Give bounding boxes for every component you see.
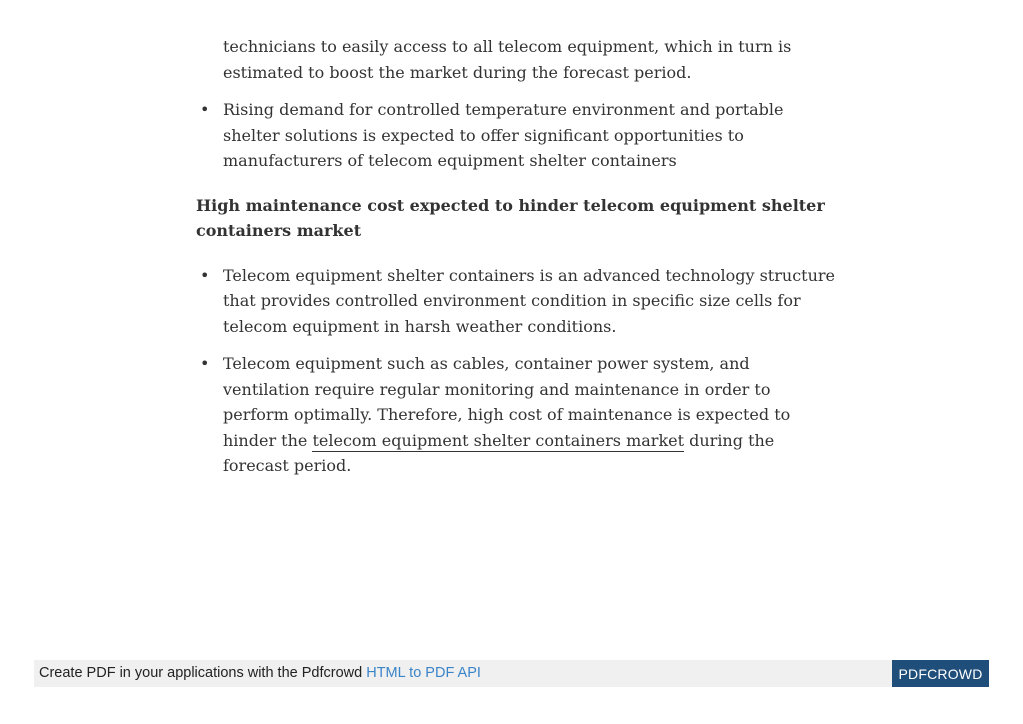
bullet-icon: • <box>200 265 210 285</box>
pdfcrowd-button[interactable]: PDFCROWD <box>892 660 989 687</box>
list-item <box>196 263 836 340</box>
list-item <box>196 97 836 174</box>
footer-text <box>39 665 481 681</box>
bullet-list-2 <box>196 263 836 479</box>
pdfcrowd-footer <box>34 660 989 687</box>
list-item-text-end: during the forecast period. <box>223 430 775 475</box>
footer-label: Create PDF in your applications with the Pdfcrowd <box>39 665 367 681</box>
continued-paragraph: technicians to easily access to all telecom equipment, which in turn is estimated to boost the market during the forecast period. <box>223 37 792 82</box>
list-item-text <box>223 354 790 475</box>
bullet-list-1 <box>196 97 836 174</box>
list-item-text-start: Telecom equipment such as cables, container power system, and ventilation require regular monitoring and maintenance in order to perform optimally. Therefore, high cost of maintenance is expected to hinder the <box>223 354 791 450</box>
list-item-text: Telecom equipment shelter containers is an advanced technology structure that provides controlled environment condition in specific size cells for telecom equipment in harsh weather conditions. <box>223 265 835 336</box>
html-to-pdf-api-link[interactable]: HTML to PDF API <box>366 665 481 681</box>
list-item <box>196 351 836 479</box>
market-report-link[interactable]: telecom equipment shelter containers market <box>312 430 685 450</box>
section-heading: High maintenance cost expected to hinder telecom equipment shelter containers market <box>196 195 825 240</box>
list-item-text: Rising demand for controlled temperature environment and portable shelter solutions is expected to offer significant opportunities to manufacturers of telecom equipment shelter containers <box>223 100 784 170</box>
bullet-icon: • <box>200 354 210 373</box>
bullet-icon: • <box>200 100 210 119</box>
article-content <box>196 34 836 479</box>
